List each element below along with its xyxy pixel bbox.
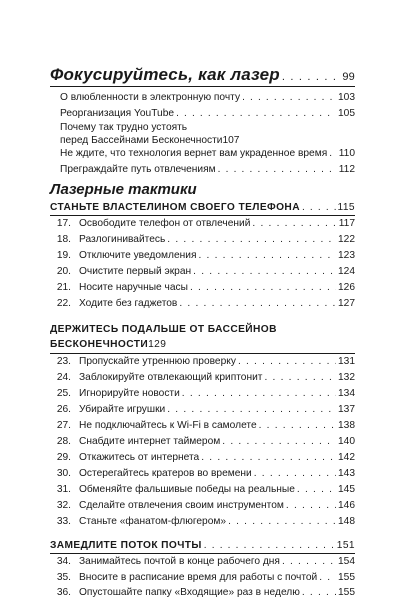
- group-title-row: [50, 322, 355, 352]
- entry-number: 21.: [56, 282, 71, 293]
- entry-number: 22.: [56, 298, 71, 309]
- toc-entry-label: Игнорируйте новости: [79, 388, 180, 399]
- page-number: 145: [338, 484, 355, 495]
- toc-entry: [50, 356, 355, 367]
- entry-number: 18.: [56, 234, 71, 245]
- leader-dots: [252, 218, 336, 229]
- leader-dots: [176, 108, 336, 119]
- leader-dots: [329, 148, 337, 159]
- leader-dots: [218, 164, 337, 175]
- toc-entry: [50, 420, 355, 431]
- toc-entry-label: Не ждите, что технология вернет вам украденное время: [60, 148, 328, 159]
- toc-entry: [50, 436, 355, 447]
- leader-dots: [319, 572, 336, 583]
- group-title-row: [50, 540, 355, 551]
- toc-entry: [50, 468, 355, 479]
- toc-entry: [50, 282, 355, 293]
- toc-entry-label: Занимайтесь почтой в конце рабочего дня: [79, 556, 280, 567]
- group-title: ЗАМЕДЛИТЕ ПОТОК ПОЧТЫ: [50, 540, 202, 551]
- divider: [50, 353, 355, 354]
- page-number: 127: [338, 298, 355, 309]
- page-number: 122: [338, 234, 355, 245]
- page-number: 124: [338, 266, 355, 277]
- section-heading: Лазерные тактики: [50, 181, 197, 198]
- page-number: 115: [337, 202, 355, 213]
- page-number: 146: [338, 500, 355, 511]
- leader-dots: [264, 372, 336, 383]
- leader-dots: [198, 250, 336, 261]
- toc-entry-label: Станьте «фанатом-флюгером»: [79, 516, 227, 527]
- toc-entry-label: Опустошайте папку «Входящие» раз в неделю: [79, 587, 300, 598]
- toc-entry: [50, 266, 355, 277]
- toc-entry: [60, 92, 355, 103]
- chapter-title: Фокусируйтесь, как лазер: [50, 65, 280, 84]
- toc-entry: [60, 108, 355, 119]
- page-number: 110: [338, 148, 355, 159]
- entry-number: 30.: [56, 468, 71, 479]
- toc-entry: [50, 587, 355, 598]
- entry-number: 25.: [56, 388, 71, 399]
- toc-entry-label: Сделайте отвлечения своим инструментом: [79, 500, 284, 511]
- leader-dots: [201, 452, 336, 463]
- page-number: 154: [338, 556, 355, 567]
- page-number: 129: [148, 339, 167, 350]
- leader-dots: [297, 484, 336, 495]
- toc-entry-label: О влюбленности в электронную почту: [60, 92, 241, 103]
- entry-number: 19.: [56, 250, 71, 261]
- leader-dots: [254, 468, 336, 479]
- page-number: 105: [338, 108, 355, 119]
- leader-dots: [167, 234, 336, 245]
- toc-entry: [60, 164, 355, 175]
- toc-entry-label: Пропускайте утреннюю проверку: [79, 356, 236, 367]
- entry-number: 20.: [56, 266, 71, 277]
- entry-number: 31.: [56, 484, 71, 495]
- toc-entry: [50, 516, 355, 527]
- page-number: 143: [338, 468, 355, 479]
- divider: [50, 553, 355, 554]
- toc-entry-two-line: [60, 121, 355, 147]
- toc-entry: [50, 484, 355, 495]
- leader-dots: [204, 540, 335, 551]
- leader-dots: [179, 298, 336, 309]
- toc-entry: [50, 404, 355, 415]
- page-number: 107: [222, 135, 240, 146]
- toc-entry: [50, 250, 355, 261]
- leader-dots: [167, 404, 336, 415]
- toc-entry: [50, 452, 355, 463]
- toc-entry-label: Заблокируйте отвлекающий криптонит: [79, 372, 263, 383]
- entry-number: 24.: [56, 372, 71, 383]
- leader-dots: [302, 587, 336, 598]
- entry-number: 35.: [56, 572, 71, 583]
- leader-dots: [282, 556, 336, 567]
- entry-number: 29.: [56, 452, 71, 463]
- toc-entry-label: Не подключайтесь к Wi-Fi в самолете: [79, 420, 257, 431]
- page-number: 103: [338, 92, 355, 103]
- toc-entry-label-line2: перед Бассейнами Бесконечности: [60, 135, 223, 146]
- page-number: 140: [338, 436, 355, 447]
- page-number: 155: [338, 587, 355, 598]
- toc-entry-label: Преграждайте путь отвлечениям: [60, 164, 216, 175]
- toc-entry-label: Разлогинивайтесь: [79, 234, 166, 245]
- toc-entry-label: Обменяйте фальшивые победы на реальные: [79, 484, 295, 495]
- toc-entry: [50, 388, 355, 399]
- toc-entry: [50, 500, 355, 511]
- toc-entry-label: Убирайте игрушки: [79, 404, 166, 415]
- leader-dots: [193, 266, 336, 277]
- group-title-line2: БЕСКОНЕЧНОСТИ: [50, 339, 149, 350]
- toc-entry-label: Отключите уведомления: [79, 250, 197, 261]
- entry-number: 27.: [56, 420, 71, 431]
- entry-number: 17.: [56, 218, 71, 229]
- page-number: 137: [338, 404, 355, 415]
- divider: [50, 215, 355, 216]
- toc-entry: [50, 572, 355, 583]
- entry-number: 36.: [56, 587, 71, 598]
- entry-number: 23.: [56, 356, 71, 367]
- page-number: 117: [338, 218, 355, 229]
- leader-dots: [222, 436, 336, 447]
- leader-dots: [238, 356, 336, 367]
- page-number: 132: [338, 372, 355, 383]
- toc-entry-label: Носите наручные часы: [79, 282, 188, 293]
- leader-dots: [286, 500, 336, 511]
- toc-entry-label-line1: Почему так трудно устоять: [60, 122, 188, 133]
- leader-dots: [302, 202, 336, 213]
- toc-entry-label: Очистите первый экран: [79, 266, 192, 277]
- toc-entry-label: Откажитесь от интернета: [79, 452, 200, 463]
- leader-dots: [242, 92, 336, 103]
- page-number: 148: [338, 516, 355, 527]
- toc-entry: [50, 218, 355, 229]
- page-number: 112: [338, 164, 355, 175]
- toc-entry-label: Реорганизация YouTube: [60, 108, 175, 119]
- group-title-line1: ДЕРЖИТЕСЬ ПОДАЛЬШЕ ОТ БАССЕЙНОВ: [50, 324, 277, 335]
- leader-dots: [190, 282, 336, 293]
- page-number: 131: [338, 356, 355, 367]
- entry-number: 26.: [56, 404, 71, 415]
- group-title-row: [50, 202, 355, 213]
- toc-entry: [50, 372, 355, 383]
- toc-entry: [60, 148, 355, 159]
- leader-dots: [228, 516, 336, 527]
- chapter-title-row: [50, 65, 355, 85]
- page-number: 151: [336, 540, 355, 551]
- page-number: 99: [342, 71, 355, 83]
- page-number: 126: [338, 282, 355, 293]
- toc-entry: [50, 298, 355, 309]
- toc-entry: [50, 234, 355, 245]
- leader-dots: [182, 388, 336, 399]
- leader-dots: [282, 71, 341, 83]
- toc-entry: [50, 556, 355, 567]
- page-number: 138: [338, 420, 355, 431]
- toc-entry-label: Вносите в расписание время для работы с почтой: [79, 572, 318, 583]
- page-number: 123: [338, 250, 355, 261]
- divider: [50, 86, 355, 87]
- leader-dots: [259, 420, 336, 431]
- toc-entry-label: Остерегайтесь кратеров во времени: [79, 468, 252, 479]
- entry-number: 34.: [56, 556, 71, 567]
- entry-number: 32.: [56, 500, 71, 511]
- toc-entry-label: Освободите телефон от отвлечений: [79, 218, 251, 229]
- toc-entry-label: Ходите без гаджетов: [79, 298, 178, 309]
- toc-entry-label: Снабдите интернет таймером: [79, 436, 221, 447]
- page-number: 155: [338, 572, 355, 583]
- page-number: 134: [338, 388, 355, 399]
- entry-number: 33.: [56, 516, 71, 527]
- entry-number: 28.: [56, 436, 71, 447]
- group-title: СТАНЬТЕ ВЛАСТЕЛИНОМ СВОЕГО ТЕЛЕФОНА: [50, 202, 300, 213]
- page-number: 142: [338, 452, 355, 463]
